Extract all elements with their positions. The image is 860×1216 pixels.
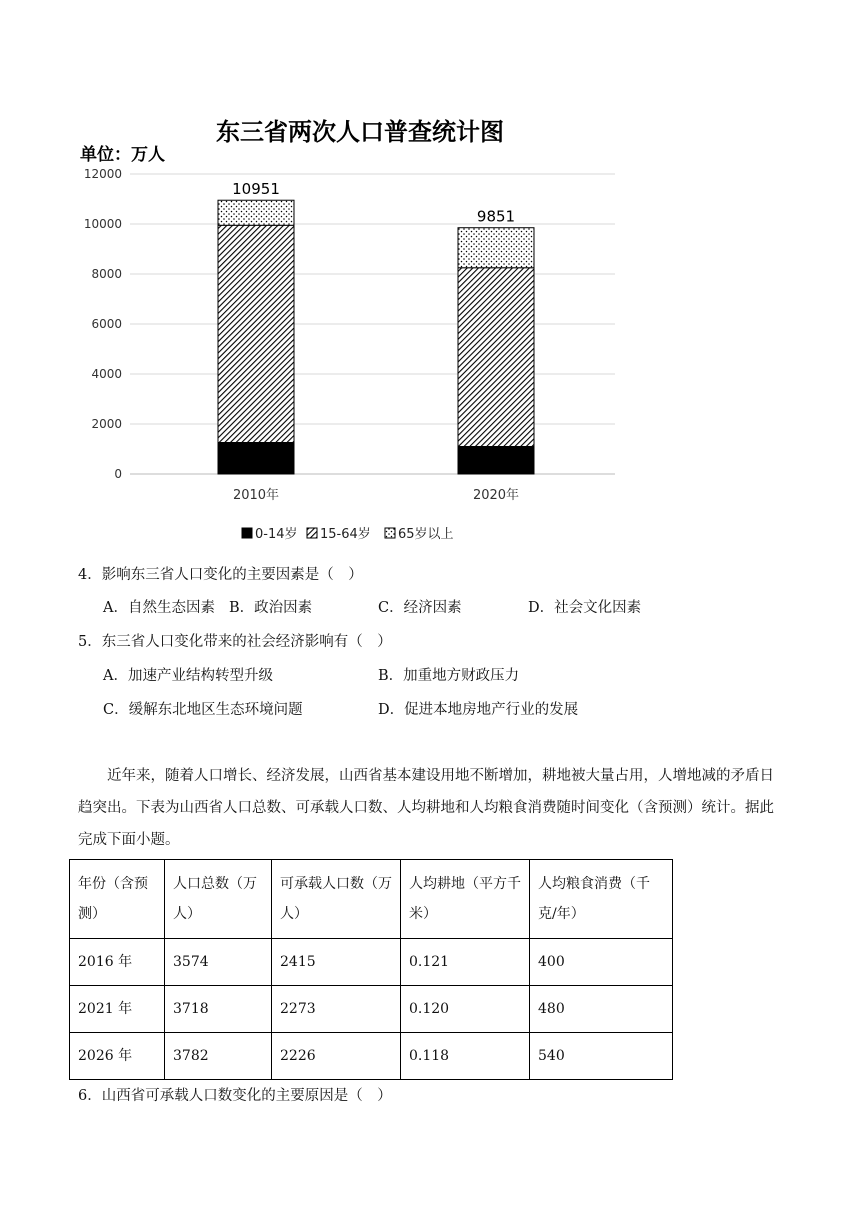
y-tick-label: 12000 [83,167,122,181]
bar-segment-15-64岁 [218,225,294,442]
y-tick-label: 4000 [91,367,122,381]
legend-swatch [242,528,252,538]
y-tick-label: 0 [114,467,122,481]
table-cell: 540 [530,1033,673,1080]
table-header-cell: 人均粮食消费（千克/年） [530,860,673,939]
table-cell: 2026 年 [70,1033,165,1080]
q5-option-b[interactable]: B．加重地方财政压力 [378,668,520,684]
q4-option-c[interactable]: C．经济因素 [378,600,462,616]
bar-total-label: 9851 [476,207,516,226]
table-cell: 3574 [165,939,272,986]
bar-total-label: 10951 [232,180,280,199]
population-census-chart [70,110,650,550]
bar-segment-0-14岁 [458,447,534,475]
table-row [70,939,673,986]
y-tick-label: 6000 [91,317,122,331]
table-cell: 2415 [272,939,401,986]
y-tick-label: 8000 [91,267,122,281]
table-cell: 0.118 [401,1033,530,1080]
table-header-cell: 可承载人口数（万人） [272,860,401,939]
shanxi-population-table [69,859,673,1080]
table-cell: 480 [530,986,673,1033]
table-row [70,986,673,1033]
q5-option-c[interactable]: C．缓解东北地区生态环境问题 [103,702,303,718]
question-6: 6．山西省可承载人口数变化的主要原因是（ ） [78,1088,392,1104]
table-cell: 2021 年 [70,986,165,1033]
chart-title: 东三省两次人口普查统计图 [216,118,504,146]
x-tick-label: 2010年 [232,488,280,503]
x-tick-label: 2020年 [472,488,520,503]
table-cell: 400 [530,939,673,986]
y-tick-label: 2000 [91,417,122,431]
table-header-cell: 人均耕地（平方千米） [401,860,530,939]
question-4: 4．影响东三省人口变化的主要因素是（ ） [78,567,363,583]
q4-option-b[interactable]: B．政治因素 [229,600,313,616]
legend-swatch [307,528,317,538]
legend-label: 65岁以上 [398,527,454,542]
q4-option-d[interactable]: D．社会文化因素 [528,600,642,616]
legend-label: 15-64岁 [320,527,371,542]
q5-option-d[interactable]: D．促进本地房地产行业的发展 [378,702,579,718]
chart-unit-label: 单位：万人 [80,145,165,165]
passage: 近年来，随着人口增长、经济发展，山西省基本建设用地不断增加，耕地被大量占用，人增地减的矛盾日趋突出。下表为山西省人口总数、可承载人口数、人均耕地和人均粮食消费随时间变化（含预测）统计。据此完成下面小题。 [78,768,774,848]
legend-swatch [385,528,395,538]
table-cell: 0.120 [401,986,530,1033]
legend-label: 0-14岁 [255,527,298,542]
table-cell: 3718 [165,986,272,1033]
bar-segment-0-14岁 [218,443,294,475]
table-row [70,1033,673,1080]
y-tick-label: 10000 [83,217,122,231]
table-cell: 0.121 [401,939,530,986]
table-cell: 2273 [272,986,401,1033]
table-header-row [70,860,673,939]
table-cell: 3782 [165,1033,272,1080]
bar-segment-15-64岁 [458,268,534,447]
bar-segment-65岁以上 [458,228,534,268]
q4-option-a[interactable]: A．自然生态因素 [103,600,215,616]
table-cell: 2226 [272,1033,401,1080]
q5-option-a[interactable]: A．加速产业结构转型升级 [103,668,273,684]
question-5: 5．东三省人口变化带来的社会经济影响有（ ） [78,634,392,650]
table-header-cell: 人口总数（万人） [165,860,272,939]
table-header-cell: 年份（含预测） [70,860,165,939]
bar-segment-65岁以上 [218,200,294,225]
table-cell: 2016 年 [70,939,165,986]
